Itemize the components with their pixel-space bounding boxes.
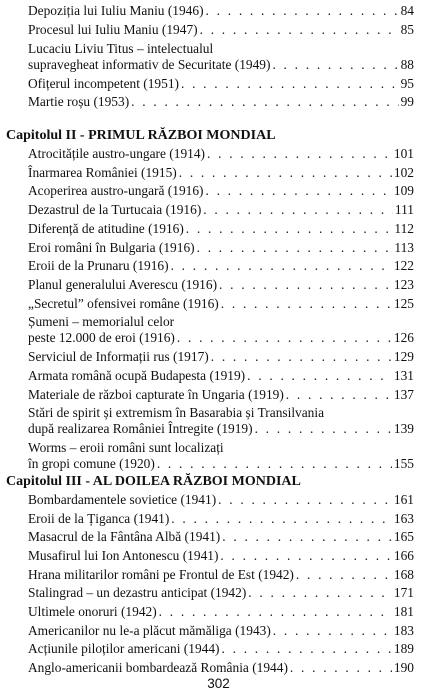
dot-leader (272, 57, 398, 73)
dot-leader (273, 623, 392, 639)
toc-entry-page-number: 99 (400, 94, 414, 109)
toc-entry[interactable] (28, 165, 414, 181)
dot-leader (206, 3, 399, 19)
toc-entry-row (28, 183, 414, 199)
toc-entry[interactable] (28, 387, 414, 403)
toc-entry[interactable] (28, 202, 414, 218)
toc-entry[interactable] (28, 641, 414, 657)
dot-leader (131, 94, 398, 110)
toc-entry-title: Diferență de atitudine (1916) (28, 221, 184, 236)
toc-entry-page-number: 181 (393, 604, 414, 619)
toc-entry-title: Ultimele onoruri (1942) (28, 604, 157, 619)
toc-entry-title: Procesul lui Iuliu Maniu (1947) (28, 22, 198, 37)
toc-entry-row (28, 240, 414, 256)
toc-entry-row (28, 548, 414, 564)
toc-entry-title: Anglo-americanii bombardează România (1944) (28, 660, 288, 675)
toc-entry-page-number: 125 (393, 296, 414, 311)
toc-entry-page-number: 168 (393, 567, 414, 582)
toc-entry-page-number: 129 (393, 349, 414, 364)
dot-leader (286, 387, 392, 403)
toc-entry-page-number: 95 (400, 76, 414, 91)
page-number: 302 (207, 676, 230, 691)
toc-entry-row (28, 567, 414, 583)
toc-entry-page-number: 112 (394, 221, 414, 236)
toc-entry-page-number: 155 (393, 456, 414, 471)
toc-entry[interactable] (28, 277, 414, 293)
toc-entry[interactable] (28, 660, 414, 676)
dot-leader (218, 492, 392, 508)
toc-entry-row (28, 258, 414, 274)
toc-entry-row (28, 529, 414, 545)
toc-entry-title-line: Stări de spirit și extremism în Basarabia și Transilvania (28, 405, 325, 420)
dot-leader (247, 368, 392, 384)
toc-entry-page-number: 101 (393, 146, 414, 161)
toc-entry-page-number: 126 (393, 330, 414, 345)
toc-entry-title: Stalingrad – un dezastru anticipat (1942) (28, 585, 247, 600)
chapter-heading: Capitolul II - PRIMUL RĂZBOI MONDIAL (6, 128, 276, 143)
toc-entry-page-number: 131 (393, 368, 414, 383)
dot-leader (207, 146, 392, 162)
dot-leader (222, 641, 392, 657)
toc-entry-row (28, 387, 414, 403)
toc-entry-row (28, 94, 414, 110)
toc-entry-title: Eroi români în Bulgaria (1916) (28, 240, 195, 255)
toc-entry-row (28, 76, 414, 92)
toc-entry-page-number: 102 (393, 165, 414, 180)
toc-entry-title: Dezastrul de la Turtucaia (1916) (28, 202, 202, 217)
toc-entry-row (28, 511, 414, 527)
toc-entry-page-number: 189 (393, 641, 414, 656)
dot-leader (186, 221, 393, 237)
toc-entry[interactable] (28, 146, 414, 162)
toc-entry[interactable] (28, 548, 414, 564)
toc-entry-page-number: 137 (393, 387, 414, 402)
toc-entry-row (28, 660, 414, 676)
toc-entry-page-number: 122 (393, 258, 414, 273)
toc-entry-row (28, 3, 414, 19)
chapter-heading: Capitolul III - AL DOILEA RĂZBOI MONDIAL (6, 474, 301, 489)
toc-entry-title: Eroii de la Țiganca (1941) (28, 511, 170, 526)
toc-entry[interactable] (28, 349, 414, 365)
toc-entry[interactable] (28, 511, 414, 527)
toc-entry-row (28, 641, 414, 657)
toc-entry-row (28, 604, 414, 620)
toc-entry-title: Materiale de război capturate în Ungaria (1919) (28, 387, 284, 402)
toc-entry-title: Planul generalului Averescu (1916) (28, 277, 218, 292)
toc-entry[interactable] (28, 22, 414, 38)
toc-entry-page-number: 183 (393, 623, 414, 638)
toc-entry[interactable] (28, 585, 414, 601)
toc-entry-title-line: Șumeni – memorialul celor (28, 314, 175, 329)
toc-entry-title: Musafirul lui Ion Antonescu (1941) (28, 548, 219, 563)
toc-entry[interactable] (28, 405, 414, 437)
toc-entry-row (28, 349, 414, 365)
toc-entry-row (28, 456, 414, 472)
toc-entry-title: Eroii de la Prunaru (1916) (28, 258, 169, 273)
toc-entry[interactable] (28, 529, 414, 545)
dot-leader (203, 202, 393, 218)
toc-entry-row (28, 492, 414, 508)
toc-entry-title: în gropi comune (1920) (28, 456, 155, 471)
toc-entry[interactable] (28, 240, 414, 256)
toc-entry-title: Înarmarea României (1915) (28, 165, 177, 180)
toc-entry-title: supravegheat informativ de Securitate (1949) (28, 57, 271, 72)
toc-entry-row (28, 57, 414, 73)
toc-entry[interactable] (28, 296, 414, 312)
toc-entry-page-number: 84 (400, 3, 414, 18)
toc-entry[interactable] (28, 3, 414, 19)
dot-leader (181, 76, 399, 92)
toc-entry-page-number: 161 (393, 492, 414, 507)
toc-entry[interactable] (28, 314, 414, 346)
dot-leader (255, 421, 392, 437)
toc-entry-title: „Secretul” ofensivei române (1916) (28, 296, 219, 311)
toc-entry-page-number: 113 (394, 240, 414, 255)
toc-entry[interactable] (28, 492, 414, 508)
toc-entry-title: Atrocitățile austro-ungare (1914) (28, 146, 205, 161)
toc-entry-row (28, 368, 414, 384)
toc-entry-page-number: 109 (393, 183, 414, 198)
toc-entry[interactable] (28, 94, 414, 110)
dot-leader (171, 258, 392, 274)
toc-entry[interactable] (28, 41, 414, 73)
toc-entry-title: Hrana militarilor români pe Frontul de Est (1942) (28, 567, 294, 582)
toc-entry-row (28, 221, 414, 237)
toc-entry-page-number: 85 (400, 22, 414, 37)
toc-entry-title: Acoperirea austro-ungară (1916) (28, 183, 204, 198)
dot-leader (221, 296, 392, 312)
toc-entry-row (28, 165, 414, 181)
dot-leader (220, 548, 391, 564)
toc-entry-title: Bombardamentele sovietice (1941) (28, 492, 217, 507)
toc-entry-title: Americanilor nu le-a plăcut mămăliga (1943) (28, 623, 271, 638)
toc-entry-row (28, 202, 414, 218)
toc-entry[interactable] (28, 440, 414, 472)
toc-entry-row (28, 146, 414, 162)
dot-leader (197, 240, 393, 256)
toc-entry-title: Armata română ocupă Budapesta (1919) (28, 368, 246, 383)
toc-entry-page-number: 166 (393, 548, 414, 563)
dot-leader (159, 604, 392, 620)
toc-entry-row (28, 623, 414, 639)
dot-leader (219, 277, 392, 293)
toc-entry[interactable] (28, 567, 414, 583)
dot-leader (205, 183, 391, 199)
dot-leader (179, 165, 392, 181)
toc-entry-title: Serviciul de Informații rus (1917) (28, 349, 209, 364)
dot-leader (290, 660, 392, 676)
toc-entry-page-number: 163 (393, 511, 414, 526)
dot-leader (171, 511, 392, 527)
toc-entry-row (28, 330, 414, 346)
dot-leader (248, 585, 392, 601)
toc-entry-row (28, 296, 414, 312)
dot-leader (211, 349, 392, 365)
toc-entry-page-number: 88 (400, 57, 414, 72)
toc-entry-row (28, 277, 414, 293)
toc-entry-title: Acțiunile piloților americani (1944) (28, 641, 220, 656)
toc-entry-title-line: Worms – eroii români sunt localizați (28, 440, 224, 455)
toc-entry-title: Masacrul de la Fântâna Albă (1941) (28, 529, 221, 544)
toc-entry[interactable] (28, 368, 414, 384)
toc-entry-title: Martie roșu (1953) (28, 94, 130, 109)
toc-entry[interactable] (28, 604, 414, 620)
toc-entry-page-number: 139 (393, 421, 414, 436)
toc-entry[interactable] (28, 258, 414, 274)
toc-entry-title: Depoziția lui Iuliu Maniu (1946) (28, 3, 204, 18)
toc-entry-page-number: 171 (393, 585, 414, 600)
toc-entry-title: Ofițerul incompetent (1951) (28, 76, 179, 91)
dot-leader (177, 330, 392, 346)
toc-entry-page-number: 165 (393, 529, 414, 544)
toc-entry[interactable] (28, 221, 414, 237)
toc-entry-title: după realizarea României Întregite (1919) (28, 421, 253, 436)
dot-leader (157, 456, 392, 472)
dot-leader (296, 567, 392, 583)
toc-entry[interactable] (28, 623, 414, 639)
toc-entry-row (28, 585, 414, 601)
toc-entry-title-line: Lucaciu Liviu Titus – intelectualul (28, 41, 214, 56)
dot-leader (222, 529, 392, 545)
toc-entry-title: peste 12.000 de eroi (1916) (28, 330, 175, 345)
toc-entry-row (28, 22, 414, 38)
toc-entry-page-number: 123 (393, 277, 414, 292)
toc-entry[interactable] (28, 76, 414, 92)
toc-entry-page-number: 190 (393, 660, 414, 675)
dot-leader (200, 22, 399, 38)
toc-entry[interactable] (28, 183, 414, 199)
toc-entry-page-number: 111 (394, 202, 414, 217)
toc-entry-row (28, 421, 414, 437)
